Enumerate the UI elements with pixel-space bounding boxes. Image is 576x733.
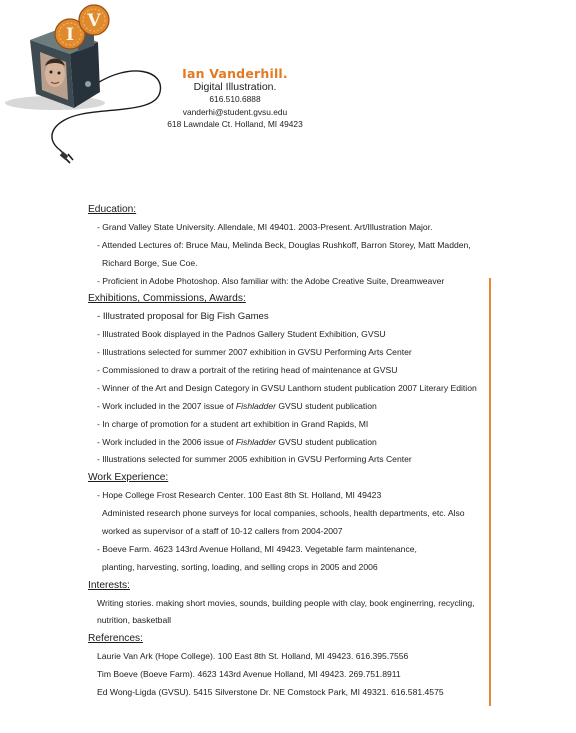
exhibition-item-text: - Work included in the 2007 issue of: [97, 400, 236, 411]
references-heading: References:: [88, 633, 143, 645]
reference-item: Ed Wong-Ligda (GVSU). 5415 Silverstone Dr. NE Comstock Park, MI 49321. 616.581.4575: [97, 687, 444, 698]
education-item: - Proficient in Adobe Photoshop. Also familiar with: the Adobe Creative Suite, Dreamweaver: [97, 275, 445, 286]
exhibition-item: - Illustrations selected for summer 2005 exhibition in GVSU Performing Arts Center: [97, 454, 412, 465]
resume-header: [160, 67, 310, 131]
work-item: - Boeve Farm. 4623 143rd Avenue Holland, MI 49423. Vegetable farm maintenance,: [97, 543, 417, 554]
exhibition-item-text: GVSU student publication: [275, 436, 377, 447]
orange-divider-rule: [489, 278, 491, 706]
exhibition-item: [88, 434, 488, 452]
interests-heading: Interests:: [88, 579, 130, 591]
exhibition-item: [88, 398, 488, 416]
exhibition-item: - Illustrations selected for summer 2007 exhibition in GVSU Performing Arts Center: [97, 347, 412, 358]
work-item-detail: worked as supervisor of a staff of 10-12 callers from 2004-2007: [102, 526, 343, 537]
publication-title: Fishladder: [235, 400, 276, 411]
exhibition-item: - In charge of promotion for a student art exhibition in Grand Rapids, MI: [97, 418, 369, 429]
interests-text: Writing stories. making short movies, sounds, building people with clay, book enginerring, recycling,: [97, 597, 475, 608]
education-heading: Education:: [88, 204, 137, 215]
exhibition-item: - Illustrated Book displayed in the Padnos Gallery Student Exhibition, GVSU: [97, 329, 386, 340]
exhibition-item: - Illustrated proposal for Big Fish Games: [97, 311, 269, 323]
publication-title: Fishladder: [235, 436, 276, 447]
education-item: - Grand Valley State University. Allendale, MI 49401. 2003-Present. Art/Illustration Major.: [97, 221, 433, 232]
exhibition-item-text: - Work included in the 2006 issue of: [97, 436, 236, 447]
email-address[interactable]: vanderhi@student.gvsu.edu: [182, 106, 288, 117]
work-heading: Work Experience:: [88, 472, 169, 484]
education-item: - Attended Lectures of: Bruce Mau, Melinda Beck, Douglas Rushkoff, Barron Storey, Matt Madden,: [97, 239, 471, 250]
work-item-detail: Administed research phone surveys for local companies, schools, health departments, etc. Also: [102, 508, 465, 519]
reference-item: Tim Boeve (Boeve Farm). 4623 143rd Avenue Holland, MI 49423. 269.751.8911: [97, 669, 401, 680]
exhibition-item: - Winner of the Art and Design Category in GVSU Lanthorn student publication 2007 Literary Edition: [97, 382, 477, 393]
resume-body: [88, 201, 488, 702]
reference-item: Laurie Van Ark (Hope College). 100 East 8th St. Holland, MI 49423. 616.395.7556: [97, 651, 409, 662]
cube-device-with-cord-icon: [0, 0, 175, 170]
initial-i: I: [66, 25, 74, 45]
mailing-address: 618 Lawndale Ct. Holland, MI 49423: [167, 119, 303, 130]
exhibition-item: - Commissioned to draw a portrait of the retiring head of maintenance at GVSU: [97, 365, 398, 376]
initial-v-disc: [79, 5, 109, 35]
exhibition-item-text: GVSU student publication: [275, 400, 377, 411]
work-item: - Hope College Frost Research Center. 100 East 8th St. Holland, MI 49423: [97, 490, 382, 501]
phone-number: 616.510.6888: [209, 94, 261, 104]
applicant-name: Ian Vanderhill.: [182, 66, 288, 81]
applicant-title: Digital Illustration.: [193, 81, 277, 93]
education-item-continuation: Richard Borge, Sue Coe.: [102, 257, 198, 268]
exhibitions-heading: Exhibitions, Commissions, Awards:: [88, 293, 246, 305]
interests-text: nutrition, basketball: [97, 615, 172, 626]
initial-v: V: [87, 11, 101, 31]
work-item-detail: planting, harvesting, sorting, loading, and selling crops in 2005 and 2006: [102, 561, 378, 572]
